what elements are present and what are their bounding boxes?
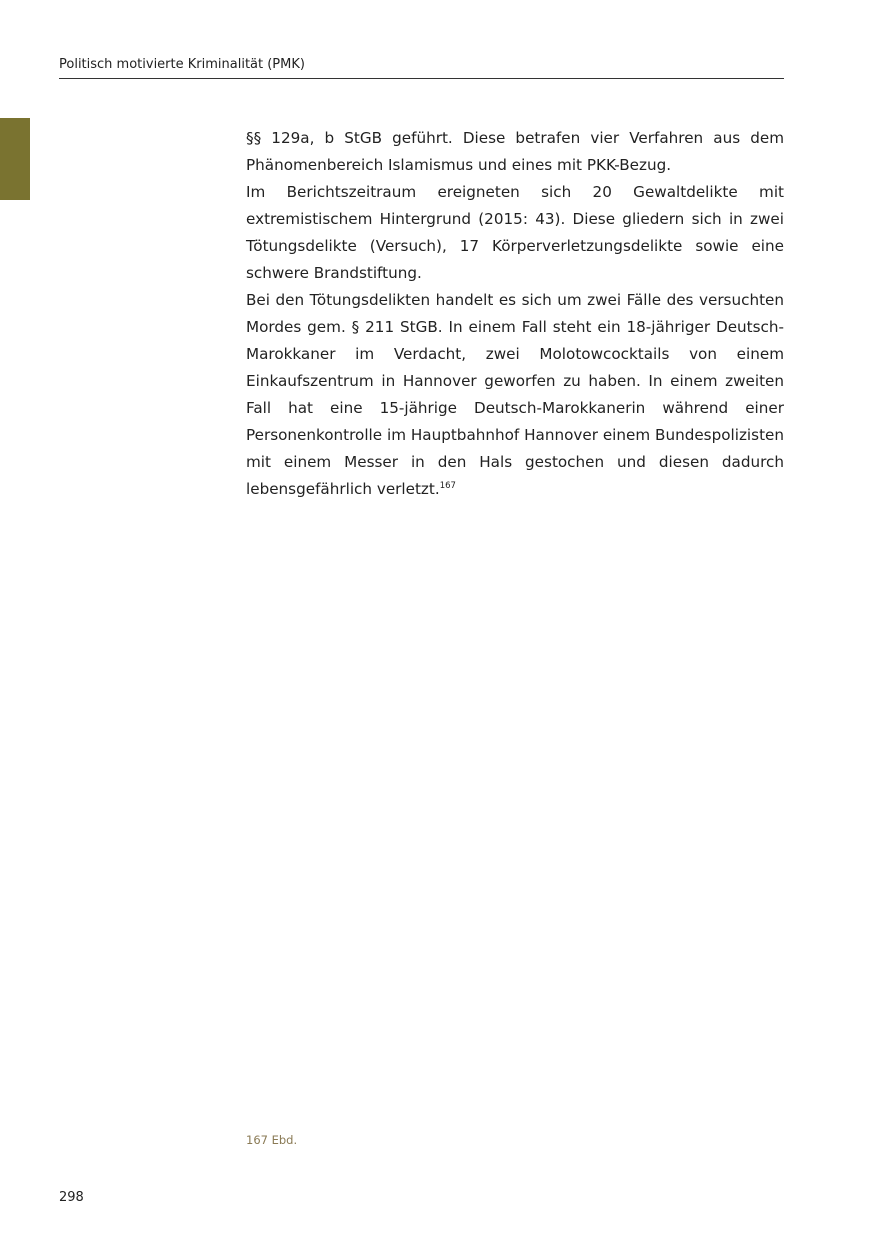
footnote: 167 Ebd.	[246, 1133, 298, 1147]
chapter-side-tab	[0, 118, 30, 200]
paragraph	[246, 287, 784, 503]
running-header: Politisch motivierte Kriminalität (PMK)	[59, 57, 305, 72]
paragraph: §§ 129a, b StGB geführt. Diese betrafen vier Verfahren aus dem Phänomenbereich Islamismus und eines mit PKK-Bezug.	[246, 129, 784, 174]
footnote-reference[interactable]: 167	[439, 480, 456, 491]
header-divider	[59, 78, 784, 79]
body-text	[246, 125, 784, 503]
paragraph: Im Berichtszeitraum ereigneten sich 20 Gewaltdelikte mit extremistischem Hintergrund (2015: 43). Diese gliedern sich in zwei Tötungsdelikte (Versuch), 17 Körperverletzungsdelikte sowie eine schwere Brandstiftung.	[246, 183, 784, 282]
paragraph-text: Bei den Tötungsdelikten handelt es sich um zwei Fälle des versuchten Mordes gem. § 211 StGB. In einem Fall steht ein 18-jähriger Deutsch-Marokkaner im Verdacht, zwei Molotowcocktails von einem Einkaufszentrum in Hannover geworfen zu haben. In einem zweiten Fall hat eine 15-jährige Deutsch-Marokkanerin während einer Personenkontrolle im Hauptbahnhof Hannover einem Bundespolizisten mit einem Messer in den Hals gestochen und diesen dadurch lebensgefährlich verletzt.	[246, 291, 784, 498]
page-number: 298	[59, 1190, 84, 1205]
